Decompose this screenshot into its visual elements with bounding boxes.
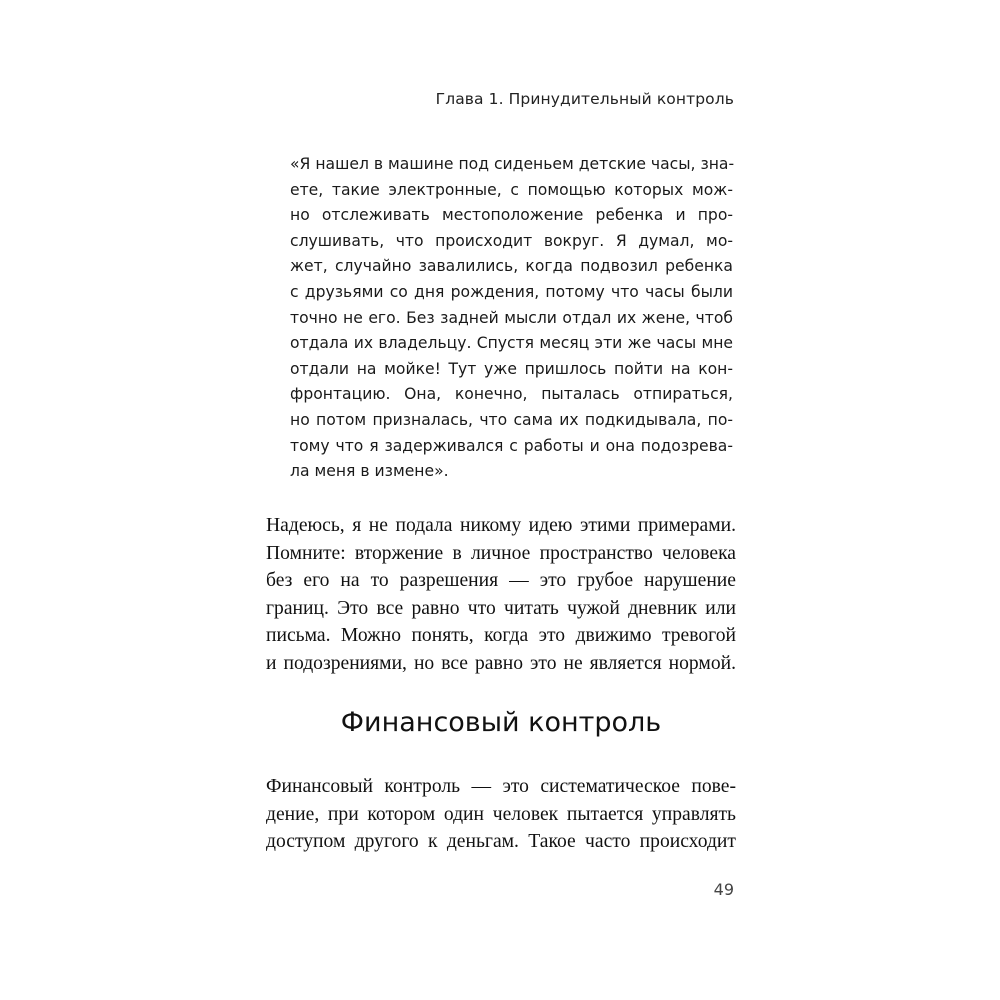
paragraph-line: Финансовый контроль — это систематическое пове-: [266, 776, 736, 797]
paragraph-line: письма. Можно понять, когда это движимо тревогой: [266, 625, 736, 646]
paragraph-line: дение, при котором один человек пытается управлять: [266, 803, 736, 825]
paragraph-line: границ. Это все равно что читать чужой дневник или: [266, 597, 736, 619]
page-number: 49: [713, 880, 734, 899]
quote-line: точно не его. Без задней мысли отдал их жене, чтоб: [290, 308, 733, 327]
quote-line: с друзьями со дня рождения, потому что часы были: [290, 282, 733, 301]
quote-line: но отслеживать местоположение ребенка и про-: [290, 206, 733, 225]
quote-line: слушивать, что происходит вокруг. Я думал, мо-: [290, 231, 733, 250]
quote-line: ла меня в измене».: [290, 462, 449, 481]
running-head: Глава 1. Принудительный контроль: [435, 90, 734, 108]
quote-line: отдали на мойке! Тут уже пришлось пойти на кон-: [290, 359, 733, 378]
paragraph-line: доступом другого к деньгам. Такое часто происходит: [266, 831, 736, 852]
quote-line: ете, такие электронные, с помощью которых мож-: [290, 180, 733, 199]
quote-line: но потом призналась, что сама их подкидывала, по-: [290, 410, 733, 429]
quote-line: фронтацию. Она, конечно, пыталась отпираться,: [290, 385, 733, 404]
quote-line: тому что я задерживался с работы и она подозрева-: [290, 436, 733, 455]
paragraph-line: Надеюсь, я не подала никому идею этими примерами.: [266, 515, 736, 536]
paragraph-line: без его на то разрешения — это грубое нарушение: [266, 570, 736, 591]
quote-line: отдала их владельцу. Спустя месяц эти же часы мне: [290, 334, 733, 353]
quote-line: «Я нашел в машине под сиденьем детские часы, зна-: [290, 155, 735, 173]
body-paragraph-1: [266, 512, 736, 677]
block-quote: [290, 152, 733, 485]
section-heading: Финансовый контроль: [340, 707, 662, 738]
paragraph-line: и подозрениями, но все равно это не является нормой.: [266, 652, 736, 674]
quote-line: жет, случайно завалились, когда подвозил ребенка: [290, 257, 733, 276]
body-paragraph-2: [266, 773, 736, 856]
paragraph-line: Помните: вторжение в личное пространство человека: [266, 542, 736, 564]
